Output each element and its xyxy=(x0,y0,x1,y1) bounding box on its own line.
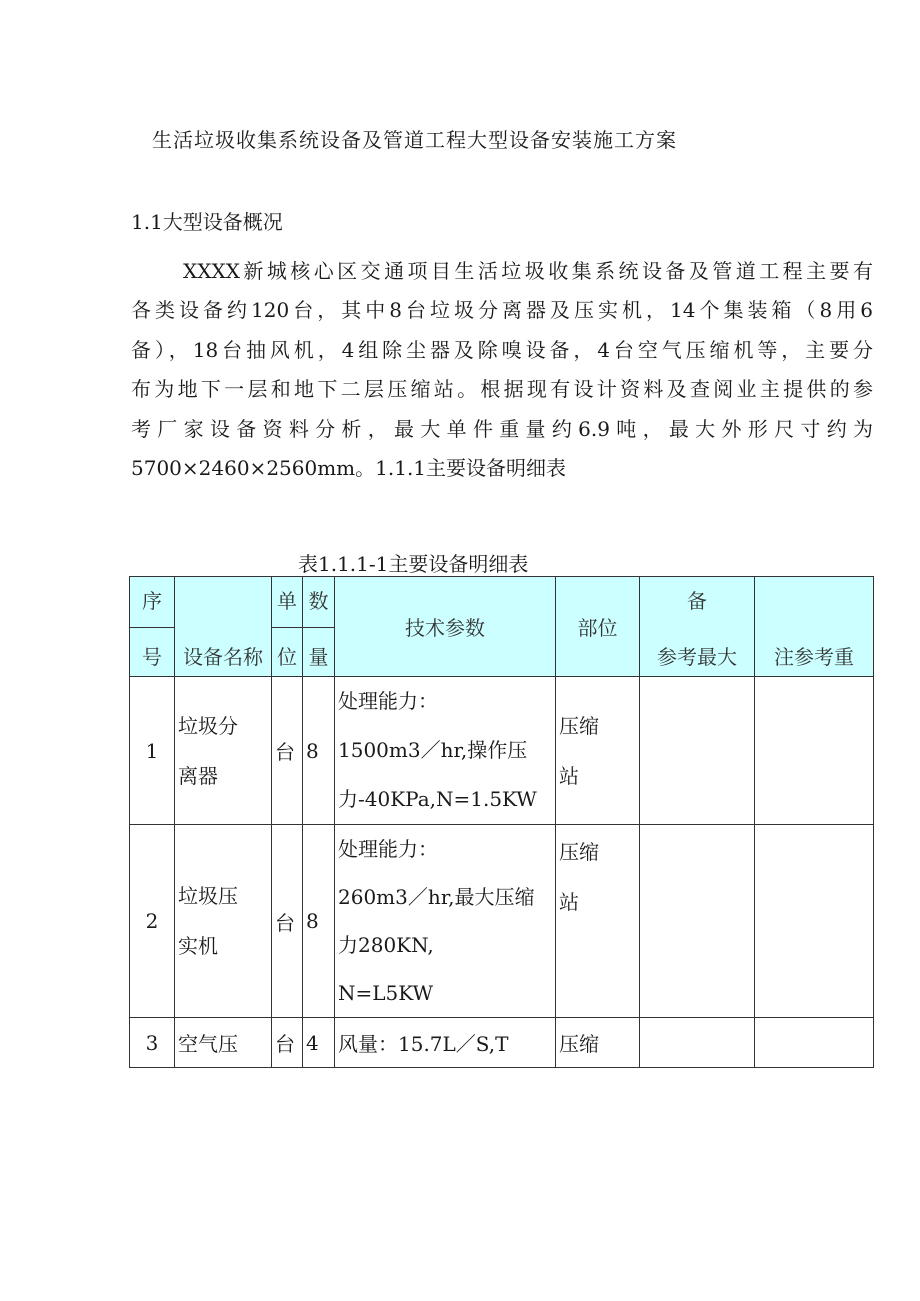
header-unit-2: 位 xyxy=(272,628,303,677)
location-line: 压缩 xyxy=(559,840,599,864)
table-row xyxy=(130,1018,874,1068)
cell-name xyxy=(175,825,272,1018)
cell-tech xyxy=(335,825,556,1018)
paragraph-line: 各类设备约120台，其中8台垃圾分离器及压实机，14个集装箱（8用6 xyxy=(131,298,873,323)
cell-remark-max xyxy=(640,1018,755,1068)
table-header-row xyxy=(130,577,874,628)
table-row xyxy=(130,677,874,825)
header-seq-2: 号 xyxy=(130,628,175,677)
header-remark-weight: 注参考重 xyxy=(755,628,874,677)
tech-line: 力-40KPa,N=1.5KW xyxy=(338,787,537,811)
header-tech: 技术参数 xyxy=(335,577,556,677)
tech-line: 处理能力： xyxy=(338,837,438,861)
table-caption: 表1.1.1-1主要设备明细表 xyxy=(298,552,529,576)
header-qty-2: 量 xyxy=(303,628,335,677)
cell-name: 空气压 xyxy=(175,1018,272,1068)
cell-remark-weight xyxy=(755,825,874,1018)
cell-location xyxy=(556,677,640,825)
section-heading: 1.1大型设备概况 xyxy=(131,210,283,234)
paragraph-line: 考厂家设备资料分析，最大单件重量约6.9吨，最大外形尺寸约为 xyxy=(131,416,873,441)
header-unit: 单 xyxy=(272,577,303,628)
paragraph-line: 备），18台抽风机，4组除尘器及除嗅设备，4台空气压缩机等，主要分 xyxy=(131,337,873,362)
tech-line: N=L5KW xyxy=(338,981,434,1005)
cell-remark-max xyxy=(640,677,755,825)
header-remark: 备 xyxy=(640,577,755,628)
header-remark-max: 参考最大 xyxy=(640,628,755,677)
table-row xyxy=(130,825,874,1018)
header-name: 设备名称 xyxy=(175,577,272,677)
paragraph-line: 5700×2460×2560mm。1.1.1主要设备明细表 xyxy=(131,455,567,480)
equipment-table xyxy=(129,576,874,1068)
header-qty: 数 xyxy=(303,577,335,628)
cell-seq: 3 xyxy=(130,1018,175,1068)
location-line: 压缩 xyxy=(559,713,599,738)
tech-line: 处理能力： xyxy=(338,689,438,713)
header-remark-blank xyxy=(755,577,874,628)
cell-unit: 台 xyxy=(272,677,303,825)
cell-remark-weight xyxy=(755,677,874,825)
cell-seq: 1 xyxy=(130,677,175,825)
location-line: 站 xyxy=(559,763,579,788)
tech-line: 力280KN, xyxy=(338,933,434,957)
location-line: 站 xyxy=(559,890,579,914)
name-line: 垃圾压 xyxy=(178,884,238,908)
cell-qty: 8 xyxy=(303,677,335,825)
tech-line: 260m3／hr,最大压缩 xyxy=(338,885,535,909)
cell-qty: 8 xyxy=(303,825,335,1018)
cell-tech xyxy=(335,677,556,825)
header-seq: 序 xyxy=(130,577,175,628)
overview-paragraph xyxy=(131,252,873,488)
paragraph-line: 布为地下一层和地下二层压缩站。根据现有设计资料及查阅业主提供的参 xyxy=(131,377,873,402)
cell-remark-weight xyxy=(755,1018,874,1068)
cell-remark-max xyxy=(640,825,755,1018)
cell-seq: 2 xyxy=(130,825,175,1018)
cell-unit: 台 xyxy=(272,1018,303,1068)
header-location: 部位 xyxy=(556,577,640,677)
tech-line: 1500m3／hr,操作压 xyxy=(338,738,528,762)
cell-location: 压缩 xyxy=(556,1018,640,1068)
paragraph-line: XXXX新城核心区交通项目生活垃圾收集系统设备及管道工程主要有 xyxy=(183,259,873,283)
cell-name xyxy=(175,677,272,825)
cell-qty: 4 xyxy=(303,1018,335,1068)
cell-location xyxy=(556,825,640,1018)
document-title: 生活垃圾收集系统设备及管道工程大型设备安装施工方案 xyxy=(152,128,677,152)
name-line: 垃圾分 xyxy=(178,713,238,738)
name-line: 离器 xyxy=(178,763,218,788)
name-line: 实机 xyxy=(178,934,218,958)
cell-unit: 台 xyxy=(272,825,303,1018)
cell-tech: 风量：15.7L／S,T xyxy=(335,1018,556,1068)
